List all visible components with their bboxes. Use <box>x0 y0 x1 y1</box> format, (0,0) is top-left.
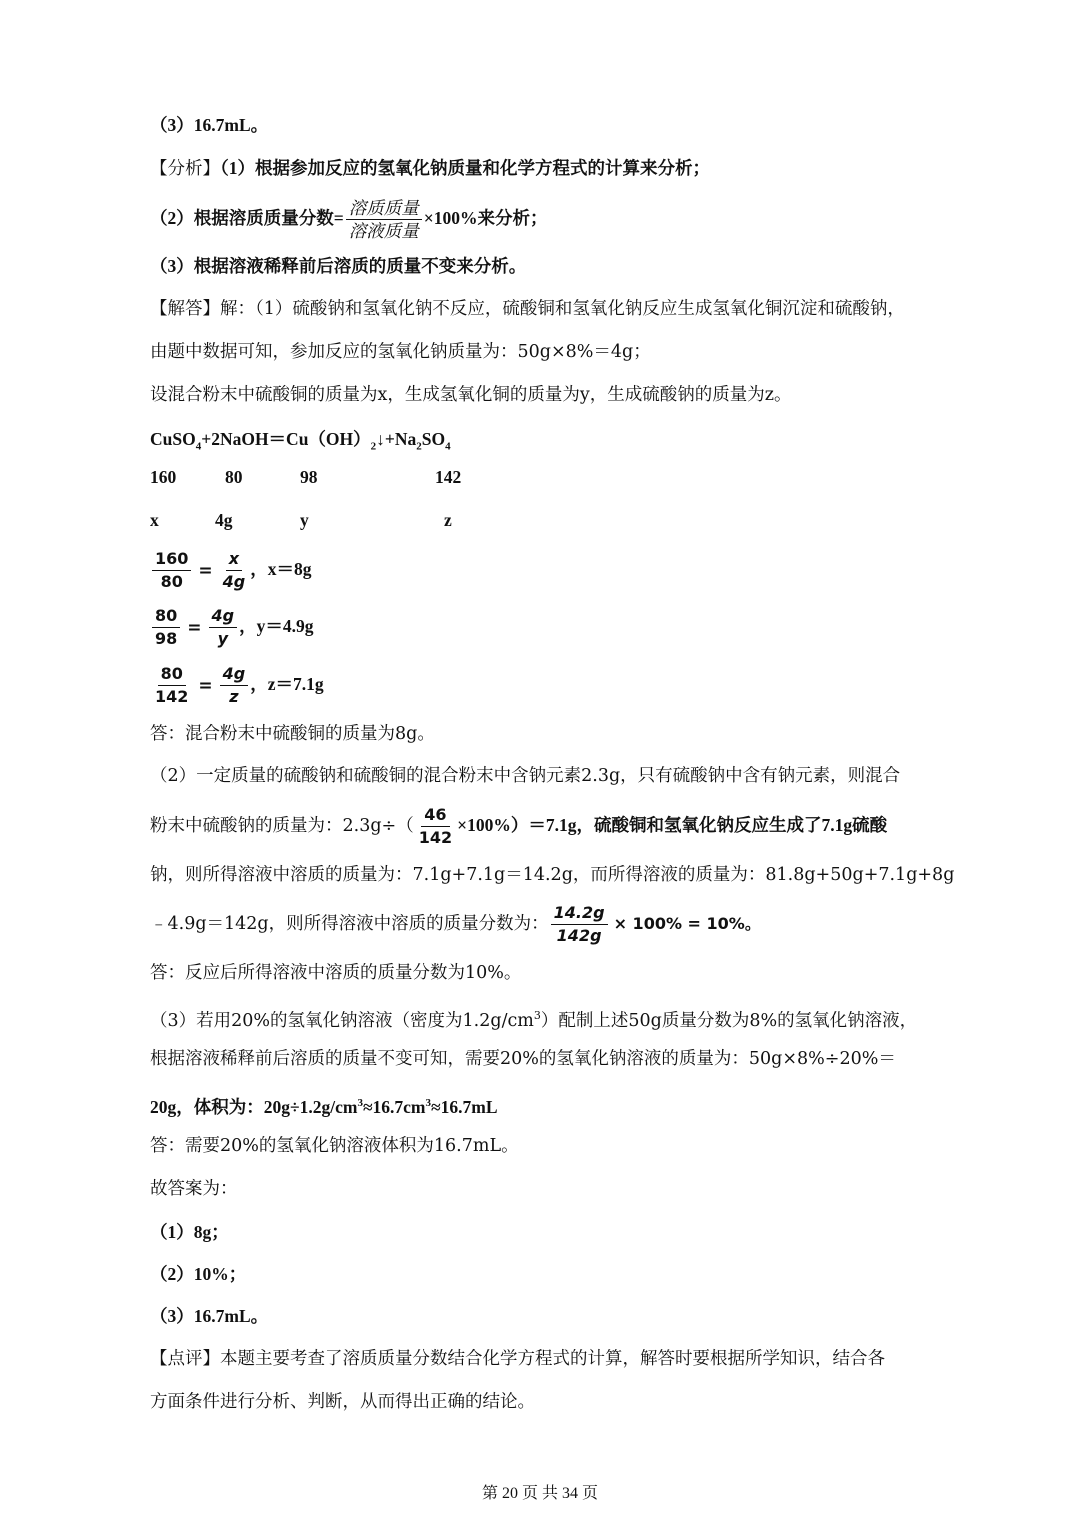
text-line <box>150 1090 962 1120</box>
result: ，x＝8g <box>250 559 312 579</box>
ratio-cell: x <box>150 510 159 530</box>
text-span: SO <box>421 429 446 449</box>
numerator: 80 <box>152 605 180 628</box>
subscript: 2 <box>416 440 422 453</box>
denominator: 142 <box>418 828 453 847</box>
text-span: +2NaOH＝Cu（OH） <box>201 429 371 449</box>
numerator: 80 <box>158 663 186 686</box>
fraction <box>346 197 422 242</box>
text-span: ≈16.7cm <box>362 1096 426 1117</box>
proportion-1 <box>150 545 962 595</box>
text-line: 根据溶液稀释前后溶质的质量不变可知，需要20%的氢氧化钠溶液的质量为：50g×8%÷20%＝ <box>150 1049 896 1069</box>
comment-line-1 <box>150 1346 962 1372</box>
equals-sign: = <box>198 675 213 696</box>
ratio-cell: 98 <box>300 467 318 487</box>
comment-tag: 【点评】 <box>150 1349 220 1369</box>
fraction <box>220 548 249 593</box>
fraction <box>152 605 180 650</box>
analysis-tag: 【分析】 <box>150 159 220 179</box>
final-answer-3: （3）16.7mL。 <box>150 1306 269 1326</box>
text-span: 本题主要考查了溶质质量分数结合化学方程式的计算，解答时要根据所学知识，结合各 <box>220 1349 885 1369</box>
ratio-cell: 80 <box>225 467 243 487</box>
text-line-fraction <box>150 801 962 850</box>
chemical-equation <box>150 426 962 460</box>
answer-3: 答：需要20%的氢氧化钠溶液体积为16.7mL。 <box>150 1136 519 1156</box>
ratio-cell: z <box>444 510 452 530</box>
equals-sign: = <box>187 617 202 638</box>
text-line: 由题中数据可知，参加反应的氢氧化钠质量为：50g×8%＝4g； <box>150 342 651 362</box>
text-span: × 100% = 10%。 <box>613 914 761 933</box>
analysis-line-2 <box>150 196 962 242</box>
result: ，z＝7.1g <box>250 674 324 694</box>
text-span: CuSO <box>150 429 196 449</box>
denominator: 4g <box>222 572 246 591</box>
ratio-cell: y <box>300 510 309 530</box>
text-line <box>150 1003 962 1034</box>
fraction <box>551 902 608 947</box>
numerator: 4g <box>220 663 249 686</box>
text-span: 粉末中硫酸钠的质量为：2.3g÷（ <box>150 816 414 836</box>
text-line: （3）16.7mL。 <box>150 115 269 135</box>
text-span: ×100%）＝7.1g，硫酸铜和氢氧化钠反应生成了7.1g硫酸 <box>457 815 888 835</box>
solve-line-1 <box>150 296 962 322</box>
subscript: 4 <box>195 440 202 453</box>
final-answer-1: （1）8g； <box>150 1222 229 1242</box>
numerator: 4g <box>209 605 238 628</box>
text-line: 设混合粉末中硫酸铜的质量为x，生成氢氧化铜的质量为y，生成硫酸钠的质量为z。 <box>150 385 792 405</box>
text-line: 钠，则所得溶液中溶质的质量为：7.1g+7.1g＝14.2g，而所得溶液的质量为：81.8g+50g+7.1g+8g <box>150 865 955 885</box>
fraction <box>220 663 249 708</box>
denominator: 142g <box>556 926 602 945</box>
analysis-line-1 <box>150 155 962 182</box>
text-span: ×100%来分析； <box>423 208 548 228</box>
numerator: 160 <box>152 548 191 571</box>
text-line-fraction <box>150 900 962 948</box>
denominator: 142 <box>155 687 189 706</box>
text-span: （3）若用20%的氢氧化钠溶液（密度为1.2g/cm <box>150 1010 534 1031</box>
proportion-3 <box>150 660 962 710</box>
fraction <box>152 548 191 593</box>
solve-tag: 【解答】 <box>150 299 220 319</box>
denominator: 溶液质量 <box>348 221 419 242</box>
text-span: ≈16.7mL <box>431 1096 498 1117</box>
final-answer-heading: 故答案为： <box>150 1179 238 1199</box>
text-line: （3）根据溶液稀释前后溶质的质量不变来分析。 <box>150 256 527 276</box>
answer-2: 答：反应后所得溶液中溶质的质量分数为10%。 <box>150 963 522 983</box>
numerator: 14.2g <box>551 902 608 925</box>
comment-line-2: 方面条件进行分析、判断，从而得出正确的结论。 <box>150 1392 535 1412</box>
denominator: z <box>229 687 239 706</box>
answer-1: 答：混合粉末中硫酸铜的质量为8g。 <box>150 724 435 744</box>
fraction <box>152 663 191 708</box>
fraction <box>209 605 238 650</box>
text-span: 解：（1）硫酸钠和氢氧化钠不反应，硫酸铜和氢氧化钠反应生成氢氧化铜沉淀和硫酸钠， <box>220 299 905 319</box>
fraction <box>416 804 455 849</box>
text-span: ）配制上述50g质量分数为8%的氢氧化钠溶液， <box>540 1010 918 1031</box>
ratio-cell: 160 <box>150 467 177 487</box>
page-footer: 第 20 页 共 34 页 <box>481 1485 598 1502</box>
proportion-2 <box>150 602 962 652</box>
ratio-cell: 142 <box>435 467 462 487</box>
numerator: 溶质质量 <box>346 197 422 220</box>
numerator: 46 <box>421 804 449 827</box>
text-span: ↓+Na <box>376 429 417 449</box>
result: ，y＝4.9g <box>239 616 314 636</box>
superscript: 3 <box>533 1009 541 1022</box>
subscript: 2 <box>370 440 377 453</box>
final-answer-2: （2）10%； <box>150 1264 247 1284</box>
ratio-cell: 4g <box>215 510 233 530</box>
numerator: x <box>226 548 242 571</box>
text-line: （2）一定质量的硫酸钠和硫酸铜的混合粉末中含钠元素2.3g，只有硫酸钠中含有钠元素，则混合 <box>150 766 901 786</box>
subscript: 4 <box>445 440 451 453</box>
text-span: （2）根据溶质质量分数= <box>150 208 344 228</box>
denominator: 98 <box>155 629 178 648</box>
denominator: y <box>217 629 229 648</box>
superscript: 3 <box>357 1097 363 1109</box>
text-span: 20g，体积为：20g÷1.2g/cm <box>150 1096 358 1117</box>
denominator: 80 <box>160 572 183 591</box>
equals-sign: = <box>198 560 213 581</box>
text-span: ﹣4.9g＝142g，则所得溶液中溶质的质量分数为： <box>150 914 549 934</box>
analysis-text: （1）根据参加反应的氢氧化钠质量和化学方程式的计算来分析； <box>220 158 710 178</box>
superscript: 3 <box>425 1097 432 1109</box>
